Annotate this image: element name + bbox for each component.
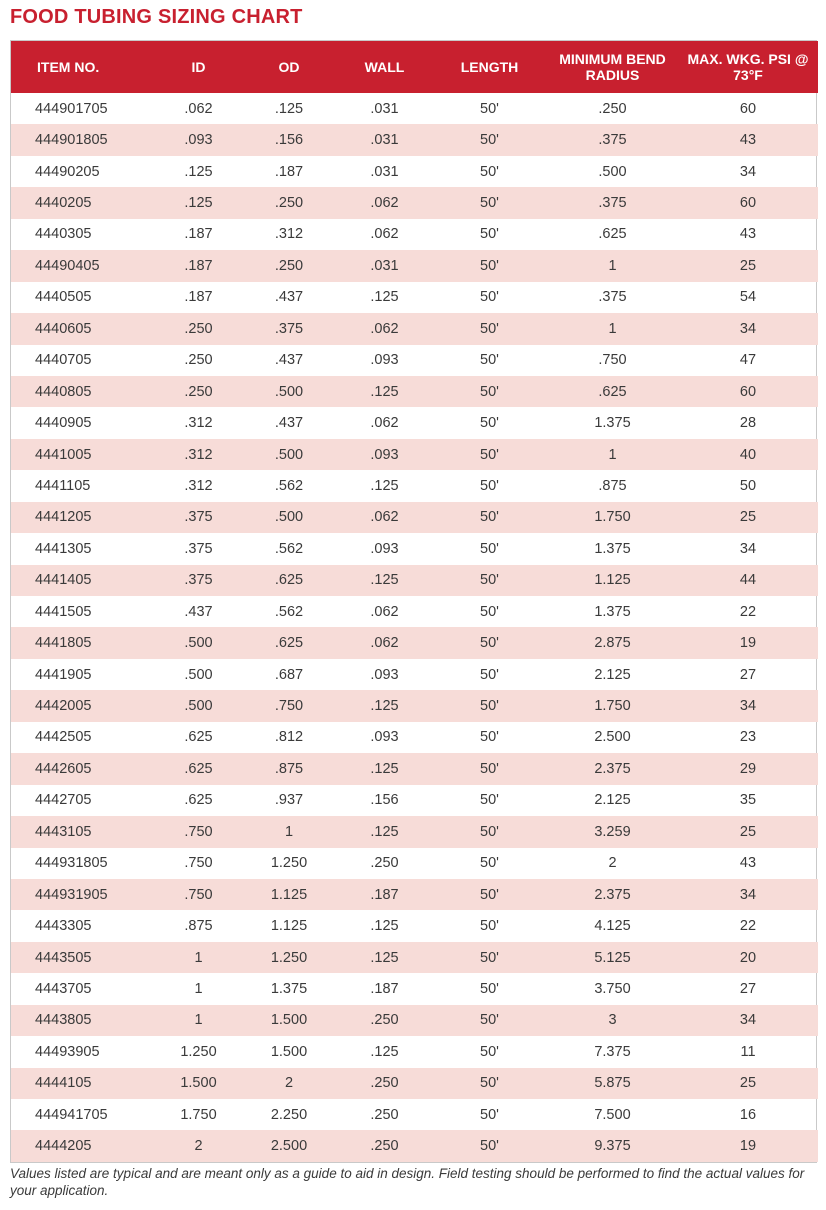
header-id: ID: [191, 59, 206, 75]
cell-id: .500: [184, 635, 213, 652]
cell-wall: .062: [370, 226, 399, 243]
table-row: [11, 722, 818, 753]
cell-id: .250: [184, 320, 213, 337]
cell-min-bend-radius: 1: [608, 446, 617, 463]
table-row: [11, 1068, 818, 1099]
cell-item-no: 4443705: [35, 980, 92, 997]
cell-od: .500: [274, 446, 304, 463]
cell-id: .062: [184, 100, 213, 117]
cell-min-bend-radius: .625: [598, 226, 627, 243]
cell-min-bend-radius: 2.125: [594, 666, 631, 683]
cell-item-no: 4440505: [35, 289, 92, 306]
table-body: [11, 93, 818, 1162]
cell-length: 50': [480, 132, 499, 149]
cell-od: .562: [274, 477, 304, 494]
cell-od: .875: [274, 760, 304, 777]
cell-od: .562: [274, 540, 304, 557]
cell-max-psi: 34: [739, 698, 757, 715]
cell-wall: .125: [370, 477, 399, 494]
cell-max-psi: 27: [739, 666, 757, 683]
cell-item-no: 4442005: [35, 698, 92, 715]
cell-wall: .093: [370, 540, 399, 557]
cell-length: 50': [480, 195, 499, 212]
cell-min-bend-radius: 7.375: [594, 1043, 631, 1060]
cell-min-bend-radius: 1.375: [594, 540, 631, 557]
table-row: [11, 376, 818, 407]
cell-id: .312: [184, 477, 213, 494]
cell-item-no: 4441105: [35, 477, 91, 494]
table-row: [11, 785, 818, 816]
cell-min-bend-radius: 1: [608, 320, 617, 337]
cell-od: .437: [274, 352, 304, 369]
cell-length: 50': [480, 918, 499, 935]
footnote: Values listed are typical and are meant only as a guide to aid in design. Field testing should be performed to find the actual values for your application.: [10, 1166, 805, 1198]
table-row: [11, 973, 818, 1004]
table-row: [11, 1099, 818, 1130]
cell-length: 50': [480, 163, 499, 180]
cell-min-bend-radius: 1: [608, 257, 617, 274]
cell-length: 50': [480, 352, 499, 369]
cell-max-psi: 22: [739, 603, 757, 620]
cell-length: 50': [480, 603, 499, 620]
header-item-no: ITEM NO.: [37, 59, 100, 75]
cell-min-bend-radius: .500: [598, 163, 627, 180]
cell-min-bend-radius: 2.375: [594, 760, 631, 777]
table-row: [11, 879, 818, 910]
cell-od: .750: [274, 698, 304, 715]
cell-length: 50': [480, 729, 499, 746]
cell-wall: .125: [370, 383, 399, 400]
cell-wall: .125: [370, 1043, 399, 1060]
cell-max-psi: 35: [739, 792, 757, 809]
cell-od: .812: [274, 729, 304, 746]
cell-wall: .125: [370, 698, 399, 715]
cell-length: 50': [480, 477, 499, 494]
table-row: [11, 502, 818, 533]
cell-od: .156: [274, 132, 304, 149]
cell-min-bend-radius: 2.500: [594, 729, 631, 746]
cell-max-psi: 23: [739, 729, 757, 746]
cell-max-psi: 11: [740, 1043, 756, 1060]
table-row: [11, 93, 818, 124]
cell-max-psi: 27: [739, 980, 757, 997]
cell-wall: .187: [370, 980, 399, 997]
cell-id: .500: [184, 698, 213, 715]
cell-od: .187: [274, 163, 304, 180]
cell-id: .750: [184, 823, 213, 840]
table-row: [11, 910, 818, 941]
cell-item-no: 4440805: [35, 383, 92, 400]
cell-length: 50': [480, 760, 499, 777]
cell-id: 1.250: [180, 1043, 217, 1060]
cell-min-bend-radius: 3.750: [594, 980, 631, 997]
cell-wall: .125: [370, 572, 399, 589]
table-row: [11, 282, 818, 313]
cell-id: .312: [184, 446, 213, 463]
cell-length: 50': [480, 415, 499, 432]
cell-od: .562: [274, 603, 304, 620]
cell-id: .093: [184, 132, 213, 149]
cell-item-no: 44493905: [35, 1043, 100, 1060]
cell-max-psi: 34: [739, 540, 757, 557]
cell-max-psi: 28: [739, 415, 757, 432]
cell-od: .250: [274, 257, 304, 274]
cell-wall: .031: [370, 132, 399, 149]
cell-item-no: 44490205: [35, 163, 100, 180]
cell-length: 50': [480, 446, 499, 463]
cell-max-psi: 60: [739, 100, 757, 117]
cell-length: 50': [480, 698, 499, 715]
cell-max-psi: 20: [739, 949, 757, 966]
cell-length: 50': [480, 540, 499, 557]
cell-id: .625: [184, 792, 213, 809]
cell-id: 2: [194, 1138, 203, 1155]
table-row: [11, 596, 818, 627]
cell-length: 50': [480, 1106, 499, 1123]
cell-wall: .031: [370, 257, 399, 274]
cell-max-psi: 60: [739, 195, 757, 212]
cell-length: 50': [480, 1012, 499, 1029]
cell-wall: .093: [370, 666, 399, 683]
cell-min-bend-radius: .375: [598, 289, 627, 306]
cell-min-bend-radius: 3.259: [594, 823, 631, 840]
cell-id: .312: [184, 415, 213, 432]
cell-item-no: 4441805: [35, 635, 92, 652]
cell-id: .437: [184, 603, 213, 620]
cell-item-no: 4442605: [35, 760, 92, 777]
cell-od: 2.250: [270, 1106, 308, 1123]
cell-od: .437: [274, 415, 304, 432]
cell-od: .375: [274, 320, 304, 337]
cell-item-no: 4440605: [35, 320, 92, 337]
cell-od: 1.500: [270, 1012, 308, 1029]
header-min-bend-radius: MINIMUM BEND RADIUS: [559, 51, 666, 83]
cell-id: .750: [184, 886, 213, 903]
cell-length: 50': [480, 320, 499, 337]
cell-max-psi: 40: [739, 446, 757, 463]
cell-wall: .250: [370, 855, 399, 872]
table-row: [11, 187, 818, 218]
cell-wall: .250: [370, 1075, 399, 1092]
table-row: [11, 1130, 818, 1161]
cell-max-psi: 25: [739, 257, 757, 274]
cell-id: .250: [184, 383, 213, 400]
cell-wall: .156: [370, 792, 399, 809]
cell-item-no: 444941705: [35, 1106, 108, 1123]
table-row: [11, 470, 818, 501]
table-row: [11, 407, 818, 438]
cell-min-bend-radius: 1.750: [594, 509, 631, 526]
cell-od: 1.500: [270, 1043, 308, 1060]
header-od: OD: [278, 59, 300, 75]
cell-wall: .125: [370, 289, 399, 306]
cell-min-bend-radius: 1.375: [594, 603, 631, 620]
cell-wall: .125: [370, 918, 399, 935]
cell-max-psi: 50: [739, 477, 757, 494]
cell-od: .250: [274, 195, 304, 212]
cell-length: 50': [480, 886, 499, 903]
table-row: [11, 156, 818, 187]
chart-title: FOOD TUBING SIZING CHART: [10, 6, 303, 28]
cell-id: 1.500: [180, 1075, 217, 1092]
cell-length: 50': [480, 257, 499, 274]
table-row: [11, 848, 818, 879]
cell-id: .250: [184, 352, 213, 369]
cell-length: 50': [480, 855, 499, 872]
cell-max-psi: 29: [739, 760, 757, 777]
cell-max-psi: 44: [739, 572, 757, 589]
table-row: [11, 627, 818, 658]
cell-wall: .031: [370, 100, 399, 117]
cell-id: 1: [194, 949, 203, 966]
cell-length: 50': [480, 823, 499, 840]
cell-length: 50': [480, 792, 499, 809]
cell-id: .750: [184, 855, 213, 872]
cell-od: .625: [274, 572, 304, 589]
cell-length: 50': [480, 1138, 499, 1155]
cell-min-bend-radius: 3: [608, 1012, 617, 1029]
cell-length: 50': [480, 289, 499, 306]
cell-od: .437: [274, 289, 304, 306]
header-length: LENGTH: [460, 59, 519, 75]
cell-item-no: 4443305: [35, 918, 92, 935]
cell-min-bend-radius: 7.500: [594, 1106, 631, 1123]
table-row: [11, 219, 818, 250]
cell-min-bend-radius: 2.125: [594, 792, 631, 809]
cell-length: 50': [480, 1075, 499, 1092]
cell-wall: .250: [370, 1106, 399, 1123]
cell-od: 1.125: [270, 918, 308, 935]
cell-min-bend-radius: 9.375: [594, 1138, 631, 1155]
table-row: [11, 439, 818, 470]
cell-od: 1: [284, 823, 294, 840]
cell-item-no: 4440205: [35, 195, 92, 212]
cell-min-bend-radius: 1.125: [594, 572, 631, 589]
cell-min-bend-radius: .875: [598, 477, 627, 494]
cell-wall: .062: [370, 509, 399, 526]
sizing-table-container: [10, 40, 817, 1163]
cell-min-bend-radius: .750: [598, 352, 627, 369]
cell-id: .375: [184, 540, 213, 557]
cell-id: .625: [184, 729, 213, 746]
cell-id: .187: [184, 257, 213, 274]
cell-id: .375: [184, 572, 213, 589]
cell-id: .187: [184, 226, 213, 243]
cell-min-bend-radius: 1.750: [594, 698, 631, 715]
cell-id: .375: [184, 509, 213, 526]
cell-item-no: 4440705: [35, 352, 92, 369]
cell-max-psi: 16: [739, 1106, 757, 1123]
cell-length: 50': [480, 1043, 499, 1060]
cell-od: .500: [274, 509, 304, 526]
cell-id: 1: [194, 1012, 203, 1029]
cell-item-no: 444901705: [35, 100, 108, 117]
cell-item-no: 4442705: [35, 792, 92, 809]
cell-min-bend-radius: 2.375: [594, 886, 631, 903]
header-wall: WALL: [364, 59, 405, 75]
cell-max-psi: 34: [739, 320, 757, 337]
cell-wall: .062: [370, 320, 399, 337]
table-header: [11, 41, 818, 93]
cell-od: 1.250: [270, 855, 308, 872]
cell-min-bend-radius: 2.875: [594, 635, 631, 652]
cell-max-psi: 43: [739, 855, 757, 872]
cell-min-bend-radius: .625: [598, 383, 627, 400]
cell-max-psi: 60: [739, 383, 757, 400]
cell-item-no: 4443805: [35, 1012, 92, 1029]
cell-item-no: 4441505: [35, 603, 92, 620]
table-row: [11, 659, 818, 690]
cell-item-no: 4443505: [35, 949, 92, 966]
table-row: [11, 690, 818, 721]
cell-max-psi: 22: [739, 918, 757, 935]
cell-id: .187: [184, 289, 213, 306]
cell-max-psi: 25: [739, 509, 757, 526]
header-row: [11, 41, 818, 93]
table-row: [11, 533, 818, 564]
cell-length: 50': [480, 509, 499, 526]
cell-min-bend-radius: 5.125: [594, 949, 631, 966]
cell-item-no: 4441005: [35, 446, 92, 463]
table-row: [11, 565, 818, 596]
cell-wall: .093: [370, 729, 399, 746]
cell-max-psi: 25: [739, 823, 757, 840]
cell-wall: .062: [370, 415, 399, 432]
cell-wall: .062: [370, 603, 399, 620]
cell-item-no: 4441905: [35, 666, 92, 683]
table-row: [11, 345, 818, 376]
cell-max-psi: 54: [739, 289, 757, 306]
cell-max-psi: 19: [739, 635, 757, 652]
cell-od: 2.500: [270, 1138, 308, 1155]
cell-length: 50': [480, 226, 499, 243]
cell-length: 50': [480, 949, 499, 966]
cell-od: 1.375: [270, 980, 308, 997]
cell-item-no: 4444205: [35, 1138, 92, 1155]
cell-wall: .125: [370, 949, 399, 966]
cell-max-psi: 19: [739, 1138, 757, 1155]
cell-min-bend-radius: .375: [598, 132, 627, 149]
table-row: [11, 313, 818, 344]
header-max-psi: MAX. WKG. PSI @ 73°F: [687, 51, 809, 83]
cell-max-psi: 34: [739, 886, 757, 903]
cell-max-psi: 43: [739, 132, 757, 149]
cell-item-no: 444931805: [35, 855, 108, 872]
cell-length: 50': [480, 980, 499, 997]
cell-id: .625: [184, 760, 213, 777]
cell-od: .500: [274, 383, 304, 400]
table-row: [11, 1036, 818, 1067]
cell-id: .125: [184, 163, 213, 180]
table-row: [11, 816, 818, 847]
cell-wall: .250: [370, 1138, 399, 1155]
cell-item-no: 4443105: [35, 823, 92, 840]
cell-od: 1.250: [270, 949, 308, 966]
cell-wall: .093: [370, 446, 399, 463]
cell-od: .625: [274, 635, 304, 652]
cell-item-no: 4444105: [35, 1075, 92, 1092]
cell-wall: .250: [370, 1012, 399, 1029]
cell-id: 1: [194, 980, 203, 997]
cell-length: 50': [480, 635, 499, 652]
cell-min-bend-radius: 1.375: [594, 415, 631, 432]
cell-item-no: 4440905: [35, 415, 92, 432]
cell-min-bend-radius: 4.125: [594, 918, 631, 935]
cell-max-psi: 34: [739, 163, 757, 180]
cell-length: 50': [480, 100, 499, 117]
cell-id: .500: [184, 666, 213, 683]
cell-min-bend-radius: .375: [598, 195, 627, 212]
cell-od: .125: [274, 100, 304, 117]
table-row: [11, 250, 818, 281]
cell-item-no: 4441205: [35, 509, 92, 526]
table-row: [11, 942, 818, 973]
cell-od: .937: [274, 792, 304, 809]
cell-item-no: 444901805: [35, 132, 108, 149]
cell-wall: .062: [370, 635, 399, 652]
table-row: [11, 1005, 818, 1036]
cell-min-bend-radius: 2: [608, 855, 617, 872]
cell-item-no: 4440305: [35, 226, 92, 243]
cell-od: .312: [274, 226, 304, 243]
cell-max-psi: 34: [739, 1012, 757, 1029]
cell-min-bend-radius: .250: [598, 100, 627, 117]
cell-wall: .031: [370, 163, 399, 180]
cell-item-no: 4441405: [35, 572, 92, 589]
cell-item-no: 444931905: [35, 886, 108, 903]
cell-max-psi: 25: [739, 1075, 757, 1092]
cell-id: .875: [184, 918, 213, 935]
cell-min-bend-radius: 5.875: [594, 1075, 631, 1092]
cell-od: .687: [274, 666, 304, 683]
cell-wall: .187: [370, 886, 399, 903]
cell-wall: .125: [370, 760, 399, 777]
cell-od: 1.125: [270, 886, 308, 903]
cell-max-psi: 47: [739, 352, 757, 369]
sizing-table: [11, 41, 818, 1162]
cell-wall: .125: [370, 823, 399, 840]
cell-od: 2: [284, 1075, 294, 1092]
table-row: [11, 124, 818, 155]
cell-wall: .093: [370, 352, 399, 369]
cell-max-psi: 43: [739, 226, 757, 243]
cell-wall: .062: [370, 195, 399, 212]
cell-length: 50': [480, 572, 499, 589]
cell-id: .125: [184, 195, 213, 212]
cell-id: 1.750: [180, 1106, 217, 1123]
cell-length: 50': [480, 666, 499, 683]
cell-item-no: 44490405: [35, 257, 100, 274]
cell-item-no: 4442505: [35, 729, 92, 746]
cell-length: 50': [480, 383, 499, 400]
cell-item-no: 4441305: [35, 540, 92, 557]
table-row: [11, 753, 818, 784]
